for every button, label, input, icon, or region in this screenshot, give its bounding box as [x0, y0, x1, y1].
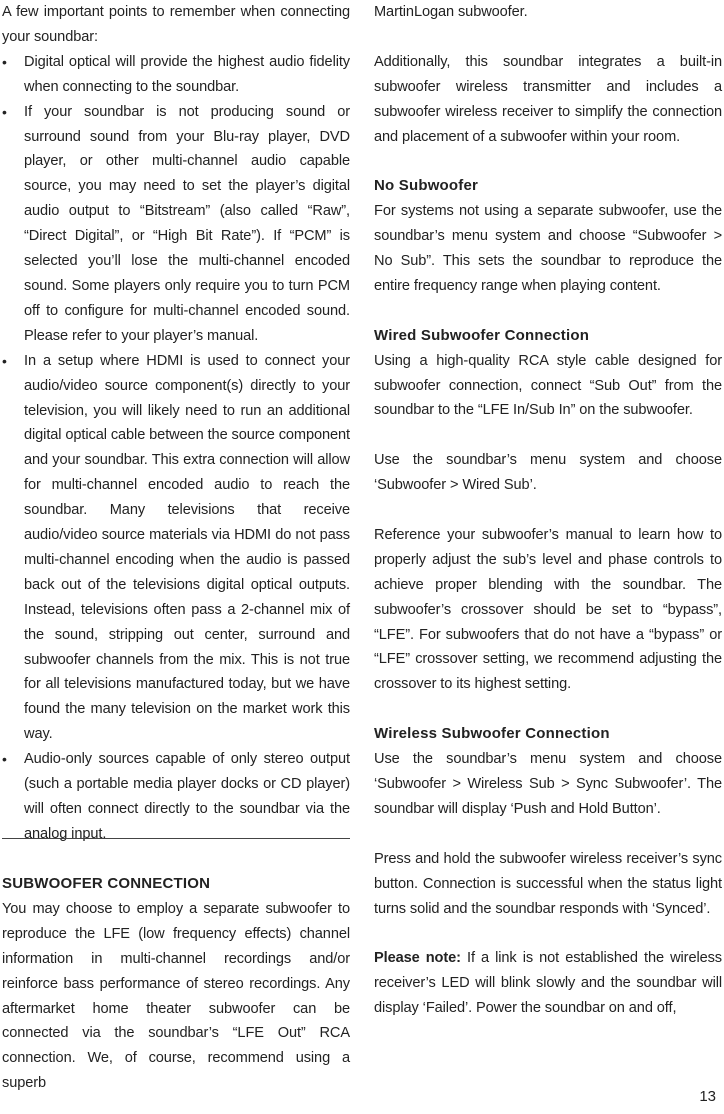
- right-column: [374, 0, 722, 1021]
- bullet-icon: •: [2, 53, 7, 70]
- list-item: • Digital optical will provide the highest audio fidelity when connecting to the soundbar.: [2, 50, 350, 100]
- please-note-paragraph: [374, 946, 722, 1021]
- list-item: • In a setup where HDMI is used to connect your audio/video source component(s) directly to your television, you will likely need to run an additional digital optical cable between the source component and your soundbar. This extra connection will allow for multi-channel encoded audio to reach the soundbar. Many televisions that receive audio/video source materials via HDMI do not pass multi-channel encoding when the audio is passed back out of the televisions digital optical outputs. Instead, televisions often pass a 2-channel mix of the sound, stripping out center, surround and subwoofer channels from the mix. This is not true for all televisions manufactured today, but we have found the many television on the market work this way.: [2, 349, 350, 748]
- tips-list: [2, 50, 350, 847]
- please-note-body: If a link is not established the wireless receiver’s LED will blink slowly and the soundbar will display ‘Failed’. Power the soundbar on and off,: [374, 950, 723, 1017]
- please-note-label: Please note:: [374, 950, 461, 967]
- no-subwoofer-body: For systems not using a separate subwoofer, use the soundbar’s menu system and choose “Subwoofer > No Sub”. This sets the soundbar to reproduce the entire frequency range when playing content.: [374, 203, 722, 294]
- press-and-hold-text: Press and hold the subwoofer wireless receiver’s sync button. Connection is successful when the status light turns solid and the soundbar responds with ‘Synced’.: [374, 850, 722, 917]
- wireless-transmitter-text: Additionally, this soundbar integrates a built-in subwoofer wireless transmitter and includes a subwoofer wireless receiver to simplify the connection and placement of a subwoofer within your room.: [374, 53, 722, 145]
- section-divider: [2, 838, 350, 839]
- wireless-subwoofer-heading: Wireless Subwoofer Connection: [374, 725, 610, 743]
- no-subwoofer-heading: No Subwoofer: [374, 177, 479, 195]
- list-item: • If your soundbar is not producing sound or surround sound from your Blu-ray player, DVD player, or other multi-channel audio capable source, you may need to set the player’s digital audio output to “Bitstream” (also called “Raw”, “Direct Digital”, or “High Bit Rate”). If “PCM” is selected you’ll lose the multi-channel encoded sound. Some players only require you to turn PCM off to configure for multi-channel encoded sound. Please refer to your player’s manual.: [2, 100, 350, 349]
- wired-subwoofer-body: Using a high-quality RCA style cable designed for subwoofer connection, connect “Sub Out” from the soundbar to the “LFE In/Sub In” on the subwoofer.: [374, 352, 722, 419]
- intro-text: A few important points to remember when connecting your soundbar:: [2, 4, 350, 45]
- bullet-icon: •: [2, 751, 7, 768]
- reference-manual-text: Reference your subwoofer’s manual to learn how to properly adjust the sub’s level and phase controls to achieve proper blending with the soundbar. The subwoofer’s crossover should be set to “bypass”, “LFE”. For subwoofers that do not have a “bypass” or “LFE” crossover setting, we recommend adjusting the crossover to its highest setting.: [374, 526, 722, 693]
- bullet-icon: •: [2, 352, 7, 369]
- bullet-icon: •: [2, 103, 7, 120]
- list-item: • Audio-only sources capable of only stereo output (such a portable media player docks or CD player) will often connect directly to the soundbar via the analog input.: [2, 747, 350, 847]
- left-column: [2, 0, 350, 847]
- page-number: 13: [699, 1088, 716, 1105]
- wired-subwoofer-heading: Wired Subwoofer Connection: [374, 326, 590, 344]
- section-body: You may choose to employ a separate subwoofer to reproduce the LFE (low frequency effects) channel information in multi-channel recordings and/or reinforce bass performance of stereo recordings. Any aftermarket home theater subwoofer can be connected via the soundbar’s “LFE Out” RCA connection. We, of course, recommend using a superb: [2, 900, 350, 1092]
- wired-menu-instruction: Use the soundbar’s menu system and choose ‘Subwoofer > Wired Sub’.: [374, 452, 722, 494]
- subwoofer-section: [2, 872, 350, 1096]
- continuation-text: MartinLogan subwoofer.: [374, 4, 528, 20]
- wireless-subwoofer-body: Use the soundbar’s menu system and choose ‘Subwoofer > Wireless Sub > Sync Subwoofer’. The soundbar will display ‘Push and Hold Button’.: [374, 751, 722, 817]
- section-heading: SUBWOOFER CONNECTION: [2, 875, 211, 892]
